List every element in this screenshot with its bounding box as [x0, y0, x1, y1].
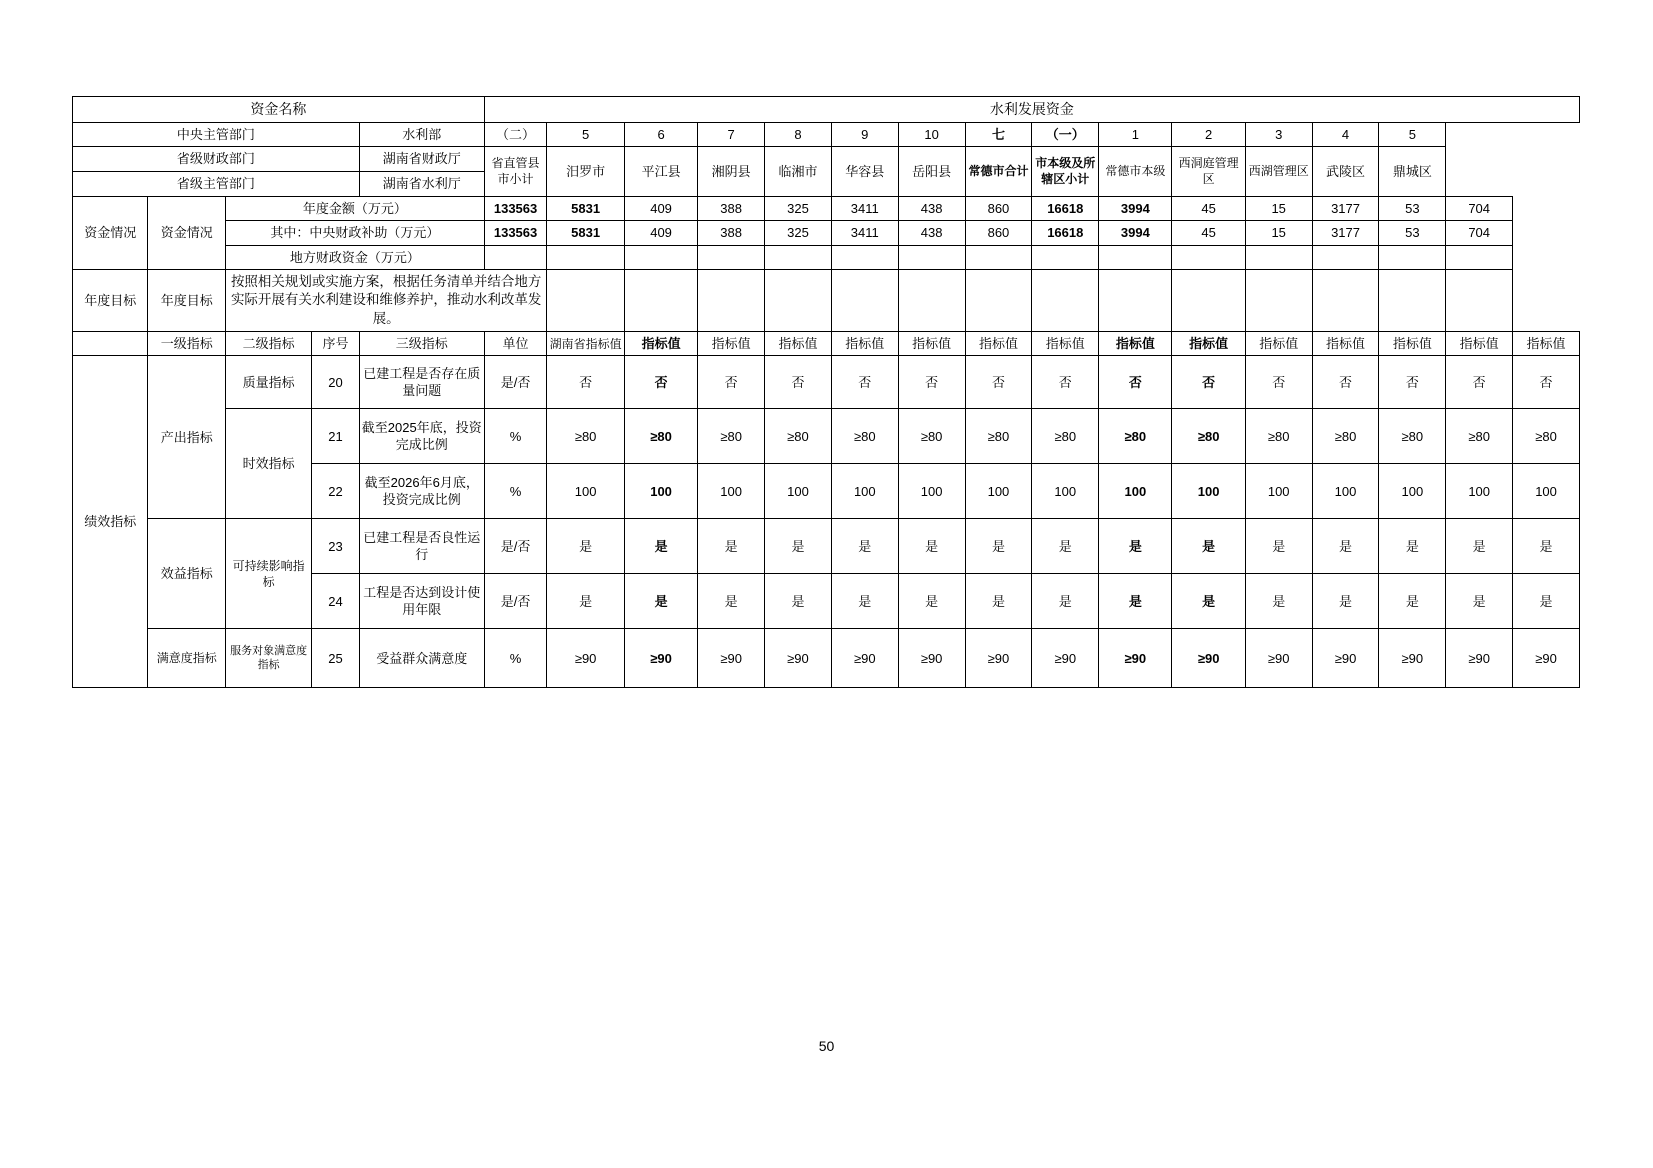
table-row — [73, 147, 1580, 172]
goal-blank-6 — [965, 270, 1032, 332]
indicator-20-value-6: 否 — [1032, 356, 1099, 409]
indicator-20-value-9: 否 — [1245, 356, 1312, 409]
central-subsidy-4: 3411 — [831, 221, 898, 246]
indicator-22-value-13: 100 — [1513, 464, 1580, 519]
indicator-24-value-9: 是 — [1245, 574, 1312, 629]
local-funds-3 — [765, 245, 832, 270]
col-seq-2: 6 — [624, 122, 697, 147]
indicator-province-24: 是 — [547, 574, 625, 629]
table-row — [73, 409, 1580, 464]
indicator-20-value-8: 否 — [1172, 356, 1245, 409]
annual-amount-9: 45 — [1172, 196, 1245, 221]
col-seq-12: 4 — [1312, 122, 1379, 147]
indicator-24-value-13: 是 — [1513, 574, 1580, 629]
annual-amount-8: 3994 — [1099, 196, 1172, 221]
indicator-level1-benefit: 效益指标 — [148, 519, 226, 629]
indicator-24-value-4: 是 — [898, 574, 965, 629]
indicator-seq-24: 24 — [312, 574, 359, 629]
local-funds-5 — [898, 245, 965, 270]
indicator-seq-21: 21 — [312, 409, 359, 464]
indicator-21-value-8: ≥80 — [1172, 409, 1245, 464]
annual-amount-1: 409 — [624, 196, 697, 221]
performance-indicator-label: 绩效指标 — [73, 356, 148, 688]
local-funds-11 — [1312, 245, 1379, 270]
table-row — [73, 356, 1580, 409]
central-subsidy-label: 其中：中央财政补助（万元） — [226, 221, 485, 246]
col-seq-11: 3 — [1245, 122, 1312, 147]
col-name-4: 临湘市 — [765, 147, 832, 196]
central-subsidy-11: 3177 — [1312, 221, 1379, 246]
indicator-unit-25: % — [484, 629, 547, 688]
indicator-25-value-1: ≥90 — [698, 629, 765, 688]
col-seq-0: （二） — [484, 122, 547, 147]
indicator-24-value-3: 是 — [831, 574, 898, 629]
indicator-21-value-9: ≥80 — [1245, 409, 1312, 464]
indicator-level3-25: 受益群众满意度 — [359, 629, 484, 688]
fund-name-value: 水利发展资金 — [484, 97, 1579, 123]
indicator-level3-24: 工程是否达到设计使用年限 — [359, 574, 484, 629]
annual-amount-13: 704 — [1446, 196, 1513, 221]
indicator-header-value-3: 指标值 — [831, 331, 898, 356]
goal-blank-9 — [1172, 270, 1245, 332]
annual-amount-11: 3177 — [1312, 196, 1379, 221]
indicator-unit-22: % — [484, 464, 547, 519]
col-seq-8: （一） — [1032, 122, 1099, 147]
indicator-24-value-6: 是 — [1032, 574, 1099, 629]
indicator-level3-23: 已建工程是否良性运行 — [359, 519, 484, 574]
indicator-21-value-13: ≥80 — [1513, 409, 1580, 464]
indicator-header-value-6: 指标值 — [1032, 331, 1099, 356]
central-subsidy-3: 325 — [765, 221, 832, 246]
col-name-9: 常德市本级 — [1099, 147, 1172, 196]
indicator-21-value-0: ≥80 — [624, 409, 697, 464]
indicator-header-value-2: 指标值 — [765, 331, 832, 356]
indicator-22-value-6: 100 — [1032, 464, 1099, 519]
indicator-level1-output: 产出指标 — [148, 356, 226, 519]
indicator-20-value-1: 否 — [698, 356, 765, 409]
indicator-header-value-1: 指标值 — [698, 331, 765, 356]
indicator-21-value-2: ≥80 — [765, 409, 832, 464]
indicator-level2-service-satisfaction: 服务对象满意度指标 — [226, 629, 312, 688]
goal-blank-12 — [1379, 270, 1446, 332]
table-row — [73, 331, 1580, 356]
indicator-21-value-6: ≥80 — [1032, 409, 1099, 464]
col-name-1: 汨罗市 — [547, 147, 625, 196]
indicator-header-value-0: 指标值 — [624, 331, 697, 356]
indicator-seq-23: 23 — [312, 519, 359, 574]
central-subsidy-8: 3994 — [1099, 221, 1172, 246]
goal-blank-8 — [1099, 270, 1172, 332]
table-row — [73, 629, 1580, 688]
central-subsidy-total: 133563 — [484, 221, 547, 246]
annual-amount-10: 15 — [1245, 196, 1312, 221]
indicator-25-value-9: ≥90 — [1245, 629, 1312, 688]
col-name-11: 西湖管理区 — [1245, 147, 1312, 196]
indicator-level3-21: 截至2025年底，投资完成比例 — [359, 409, 484, 464]
col-seq-6: 10 — [898, 122, 965, 147]
indicator-unit-24: 是/否 — [484, 574, 547, 629]
fund-status-label-inner: 资金情况 — [148, 196, 226, 270]
annual-amount-label: 年度金额（万元） — [226, 196, 485, 221]
indicator-24-value-11: 是 — [1379, 574, 1446, 629]
col-name-7: 常德市合计 — [965, 147, 1032, 196]
indicator-header-value-12: 指标值 — [1446, 331, 1513, 356]
col-seq-13: 5 — [1379, 122, 1446, 147]
indicator-20-value-12: 否 — [1446, 356, 1513, 409]
indicator-20-value-11: 否 — [1379, 356, 1446, 409]
indicator-23-value-0: 是 — [624, 519, 697, 574]
goal-blank-0 — [547, 270, 625, 332]
performance-target-table — [72, 96, 1580, 688]
col-name-10: 西洞庭管理区 — [1172, 147, 1245, 196]
indicator-header-value-5: 指标值 — [965, 331, 1032, 356]
indicator-24-value-7: 是 — [1099, 574, 1172, 629]
central-subsidy-10: 15 — [1245, 221, 1312, 246]
province-finance-dept-label: 省级财政部门 — [73, 147, 360, 172]
indicator-22-value-9: 100 — [1245, 464, 1312, 519]
local-funds-6 — [965, 245, 1032, 270]
indicator-20-value-5: 否 — [965, 356, 1032, 409]
col-name-13: 鼎城区 — [1379, 147, 1446, 196]
indicator-22-value-3: 100 — [831, 464, 898, 519]
indicator-25-value-11: ≥90 — [1379, 629, 1446, 688]
indicator-header-value-13: 指标值 — [1513, 331, 1580, 356]
indicator-25-value-13: ≥90 — [1513, 629, 1580, 688]
col-name-0: 省直管县市小计 — [484, 147, 547, 196]
col-name-3: 湘阴县 — [698, 147, 765, 196]
indicator-20-value-2: 否 — [765, 356, 832, 409]
indicator-20-value-0: 否 — [624, 356, 697, 409]
table-row — [73, 97, 1580, 123]
annual-amount-0: 5831 — [547, 196, 625, 221]
fund-name-label: 资金名称 — [73, 97, 485, 123]
indicator-23-value-13: 是 — [1513, 519, 1580, 574]
indicator-25-value-6: ≥90 — [1032, 629, 1099, 688]
annual-goal-text: 按照相关规划或实施方案，根据任务清单并结合地方实际开展有关水利建设和维修养护，推动水利改革发展。 — [226, 270, 547, 332]
indicator-23-value-7: 是 — [1099, 519, 1172, 574]
indicator-seq-25: 25 — [312, 629, 359, 688]
indicator-province-22: 100 — [547, 464, 625, 519]
goal-blank-5 — [898, 270, 965, 332]
indicator-24-value-0: 是 — [624, 574, 697, 629]
annual-amount-4: 3411 — [831, 196, 898, 221]
col-name-5: 华容县 — [831, 147, 898, 196]
table-row — [73, 221, 1580, 246]
indicator-header-value-11: 指标值 — [1379, 331, 1446, 356]
indicator-21-value-4: ≥80 — [898, 409, 965, 464]
annual-amount-2: 388 — [698, 196, 765, 221]
indicator-unit-21: % — [484, 409, 547, 464]
indicator-23-value-3: 是 — [831, 519, 898, 574]
indicator-header-value-9: 指标值 — [1245, 331, 1312, 356]
goal-blank-2 — [698, 270, 765, 332]
province-competent-dept-label: 省级主管部门 — [73, 171, 360, 196]
annual-amount-total: 133563 — [484, 196, 547, 221]
indicator-header-level1: 一级指标 — [148, 331, 226, 356]
table-row — [73, 270, 1580, 332]
indicator-22-value-8: 100 — [1172, 464, 1245, 519]
indicator-header-level3: 三级指标 — [359, 331, 484, 356]
col-seq-3: 7 — [698, 122, 765, 147]
indicator-23-value-9: 是 — [1245, 519, 1312, 574]
local-funds-10 — [1245, 245, 1312, 270]
local-funds-8 — [1099, 245, 1172, 270]
central-dept-value: 水利部 — [359, 122, 484, 147]
indicator-24-value-2: 是 — [765, 574, 832, 629]
indicator-22-value-5: 100 — [965, 464, 1032, 519]
col-name-12: 武陵区 — [1312, 147, 1379, 196]
col-name-8: 市本级及所辖区小计 — [1032, 147, 1099, 196]
indicator-25-value-2: ≥90 — [765, 629, 832, 688]
indicator-25-value-3: ≥90 — [831, 629, 898, 688]
indicator-25-value-5: ≥90 — [965, 629, 1032, 688]
local-funds-9 — [1172, 245, 1245, 270]
indicator-22-value-12: 100 — [1446, 464, 1513, 519]
indicator-24-value-5: 是 — [965, 574, 1032, 629]
indicator-23-value-10: 是 — [1312, 519, 1379, 574]
indicator-24-value-1: 是 — [698, 574, 765, 629]
indicator-21-value-10: ≥80 — [1312, 409, 1379, 464]
indicator-unit-23: 是/否 — [484, 519, 547, 574]
indicator-24-value-10: 是 — [1312, 574, 1379, 629]
indicator-21-value-5: ≥80 — [965, 409, 1032, 464]
goal-blank-11 — [1312, 270, 1379, 332]
indicator-21-value-12: ≥80 — [1446, 409, 1513, 464]
indicator-22-value-4: 100 — [898, 464, 965, 519]
annual-amount-12: 53 — [1379, 196, 1446, 221]
indicator-level3-20: 已建工程是否存在质量问题 — [359, 356, 484, 409]
indicator-21-value-7: ≥80 — [1099, 409, 1172, 464]
goal-blank-10 — [1245, 270, 1312, 332]
col-seq-1: 5 — [547, 122, 625, 147]
indicator-21-value-11: ≥80 — [1379, 409, 1446, 464]
indicator-header-seq: 序号 — [312, 331, 359, 356]
indicator-22-value-7: 100 — [1099, 464, 1172, 519]
local-funds-2 — [698, 245, 765, 270]
central-subsidy-7: 16618 — [1032, 221, 1099, 246]
goal-blank-3 — [765, 270, 832, 332]
indicator-25-value-12: ≥90 — [1446, 629, 1513, 688]
local-funds-total — [484, 245, 547, 270]
indicator-23-value-8: 是 — [1172, 519, 1245, 574]
indicator-20-value-4: 否 — [898, 356, 965, 409]
central-subsidy-2: 388 — [698, 221, 765, 246]
indicator-seq-22: 22 — [312, 464, 359, 519]
indicator-25-value-4: ≥90 — [898, 629, 965, 688]
fund-status-label-outer: 资金情况 — [73, 196, 148, 270]
indicator-level1-satisfaction: 满意度指标 — [148, 629, 226, 688]
indicator-header-value-4: 指标值 — [898, 331, 965, 356]
table-row — [73, 122, 1580, 147]
indicator-21-value-1: ≥80 — [698, 409, 765, 464]
indicator-21-value-3: ≥80 — [831, 409, 898, 464]
annual-amount-7: 16618 — [1032, 196, 1099, 221]
annual-amount-6: 860 — [965, 196, 1032, 221]
goal-blank-13 — [1446, 270, 1513, 332]
indicator-province-23: 是 — [547, 519, 625, 574]
indicator-province-21: ≥80 — [547, 409, 625, 464]
indicator-corner-blank — [73, 331, 148, 356]
local-funds-0 — [547, 245, 625, 270]
indicator-header-unit: 单位 — [484, 331, 547, 356]
indicator-23-value-1: 是 — [698, 519, 765, 574]
indicator-level2-sustainable: 可持续影响指标 — [226, 519, 312, 629]
indicator-25-value-8: ≥90 — [1172, 629, 1245, 688]
central-dept-label: 中央主管部门 — [73, 122, 360, 147]
col-seq-5: 9 — [831, 122, 898, 147]
local-funds-12 — [1379, 245, 1446, 270]
indicator-22-value-1: 100 — [698, 464, 765, 519]
table-row — [73, 196, 1580, 221]
central-subsidy-0: 5831 — [547, 221, 625, 246]
indicator-23-value-4: 是 — [898, 519, 965, 574]
indicator-25-value-7: ≥90 — [1099, 629, 1172, 688]
indicator-20-value-10: 否 — [1312, 356, 1379, 409]
col-seq-9: 1 — [1099, 122, 1172, 147]
indicator-20-value-7: 否 — [1099, 356, 1172, 409]
indicator-level2-timeliness: 时效指标 — [226, 409, 312, 519]
indicator-level2-quality: 质量指标 — [226, 356, 312, 409]
central-subsidy-9: 45 — [1172, 221, 1245, 246]
indicator-header-province-value: 湖南省指标值 — [547, 331, 625, 356]
indicator-25-value-0: ≥90 — [624, 629, 697, 688]
col-name-2: 平江县 — [624, 147, 697, 196]
local-funds-7 — [1032, 245, 1099, 270]
annual-goal-label-inner: 年度目标 — [148, 270, 226, 332]
indicator-header-level2: 二级指标 — [226, 331, 312, 356]
col-seq-4: 8 — [765, 122, 832, 147]
indicator-province-20: 否 — [547, 356, 625, 409]
indicator-province-25: ≥90 — [547, 629, 625, 688]
indicator-25-value-10: ≥90 — [1312, 629, 1379, 688]
goal-blank-7 — [1032, 270, 1099, 332]
province-finance-dept-value: 湖南省财政厅 — [359, 147, 484, 172]
indicator-24-value-8: 是 — [1172, 574, 1245, 629]
central-subsidy-12: 53 — [1379, 221, 1446, 246]
central-subsidy-6: 860 — [965, 221, 1032, 246]
indicator-22-value-11: 100 — [1379, 464, 1446, 519]
local-funds-4 — [831, 245, 898, 270]
province-competent-dept-value: 湖南省水利厅 — [359, 171, 484, 196]
central-subsidy-13: 704 — [1446, 221, 1513, 246]
table-row — [73, 245, 1580, 270]
indicator-seq-20: 20 — [312, 356, 359, 409]
central-subsidy-1: 409 — [624, 221, 697, 246]
indicator-20-value-3: 否 — [831, 356, 898, 409]
indicator-23-value-6: 是 — [1032, 519, 1099, 574]
col-seq-7: 七 — [965, 122, 1032, 147]
col-seq-10: 2 — [1172, 122, 1245, 147]
page-number: 50 — [818, 1038, 835, 1054]
indicator-22-value-2: 100 — [765, 464, 832, 519]
indicator-22-value-10: 100 — [1312, 464, 1379, 519]
goal-blank-4 — [831, 270, 898, 332]
local-funds-label: 地方财政资金（万元） — [226, 245, 485, 270]
goal-blank-1 — [624, 270, 697, 332]
annual-amount-3: 325 — [765, 196, 832, 221]
annual-goal-label-outer: 年度目标 — [73, 270, 148, 332]
indicator-header-value-7: 指标值 — [1099, 331, 1172, 356]
indicator-header-value-10: 指标值 — [1312, 331, 1379, 356]
indicator-23-value-12: 是 — [1446, 519, 1513, 574]
indicator-level3-22: 截至2026年6月底，投资完成比例 — [359, 464, 484, 519]
annual-amount-5: 438 — [898, 196, 965, 221]
indicator-20-value-13: 否 — [1513, 356, 1580, 409]
local-funds-13 — [1446, 245, 1513, 270]
table-row — [73, 519, 1580, 574]
indicator-23-value-11: 是 — [1379, 519, 1446, 574]
indicator-23-value-2: 是 — [765, 519, 832, 574]
col-name-6: 岳阳县 — [898, 147, 965, 196]
indicator-23-value-5: 是 — [965, 519, 1032, 574]
indicator-unit-20: 是/否 — [484, 356, 547, 409]
indicator-24-value-12: 是 — [1446, 574, 1513, 629]
central-subsidy-5: 438 — [898, 221, 965, 246]
local-funds-1 — [624, 245, 697, 270]
indicator-header-value-8: 指标值 — [1172, 331, 1245, 356]
indicator-22-value-0: 100 — [624, 464, 697, 519]
